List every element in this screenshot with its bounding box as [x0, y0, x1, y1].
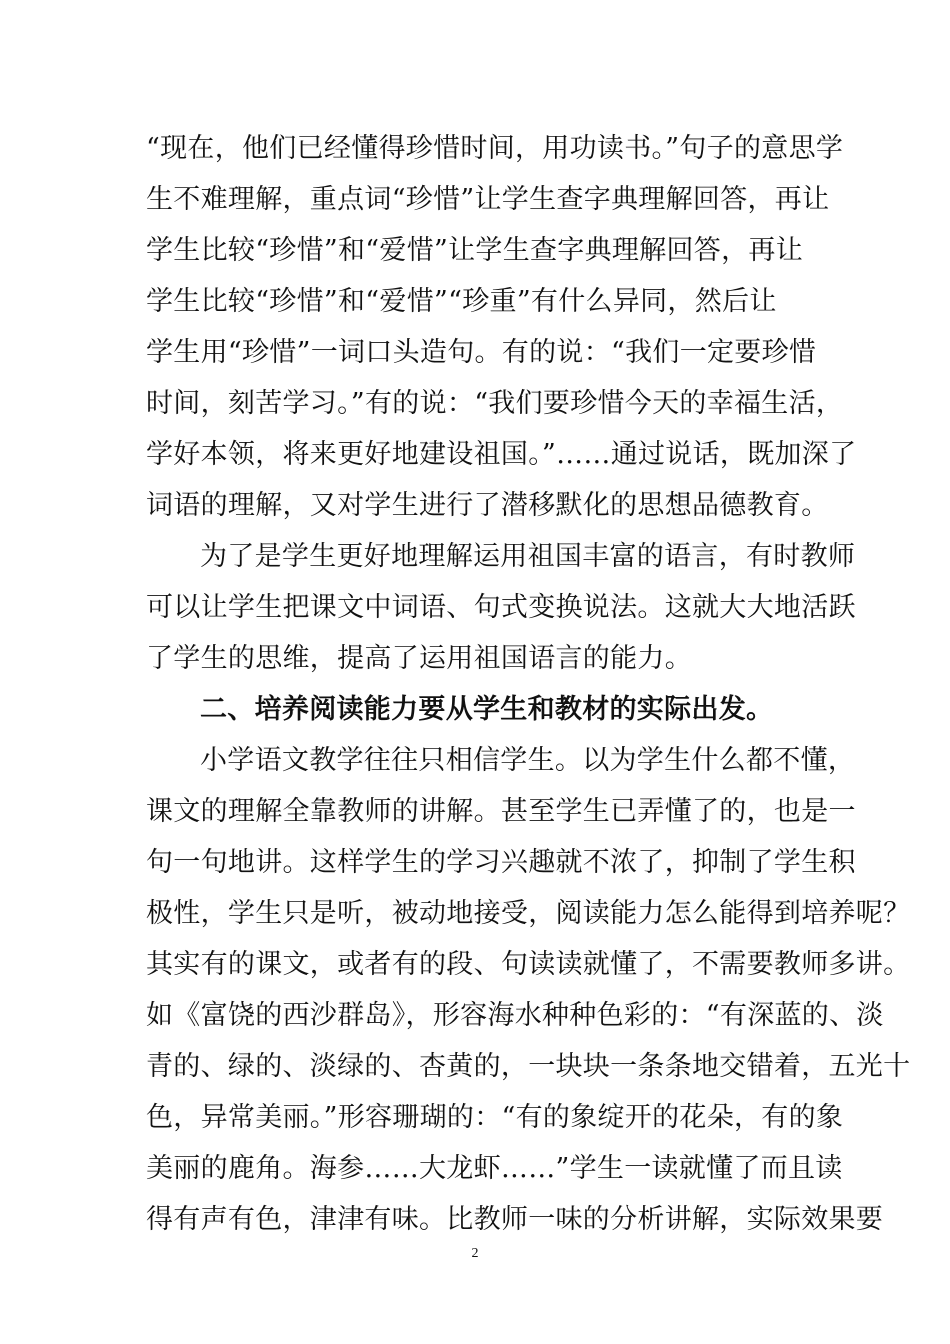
body-text-line: 可以让学生把课文中词语、句式变换说法。这就大大地活跃 — [146, 592, 856, 623]
body-text-line: 学生比较“珍惜”和“爱惜”“珍重”有什么异同，然后让 — [146, 286, 777, 317]
body-text-line: 生不难理解，重点词“珍惜”让学生查字典理解回答，再让 — [146, 184, 830, 215]
body-text-line: 课文的理解全靠教师的讲解。甚至学生已弄懂了的，也是一 — [146, 796, 856, 827]
body-text-line: 色，异常美丽。”形容珊瑚的：“有的象绽开的花朵，有的象 — [146, 1102, 844, 1133]
body-text-line: 如《富饶的西沙群岛》，形容海水种种色彩的：“有深蓝的、淡 — [146, 1000, 884, 1031]
paragraph-first-line: 小学语文教学往往只相信学生。以为学生什么都不懂， — [200, 745, 856, 776]
body-text-line: 极性，学生只是听，被动地接受，阅读能力怎么能得到培养呢？ — [146, 898, 911, 929]
body-text-line: 了学生的思维，提高了运用祖国语言的能力。 — [146, 643, 692, 674]
page-number: 2 — [471, 1246, 479, 1261]
body-text-line: 句一句地讲。这样学生的学习兴趣就不浓了，抑制了学生积 — [146, 847, 856, 878]
body-text-line: 学生用“珍惜”一词口头造句。有的说：“我们一定要珍惜 — [146, 337, 817, 368]
body-text-line: 青的、绿的、淡绿的、杏黄的，一块块一条条地交错着，五光十 — [146, 1051, 911, 1082]
body-text-line: “现在，他们已经懂得珍惜时间，用功读书。”句子的意思学 — [146, 133, 844, 164]
body-text-line: 其实有的课文，或者有的段、句读读就懂了，不需要教师多讲。 — [146, 949, 911, 980]
body-text-line: 学好本领，将来更好地建设祖国。”……通过说话，既加深了 — [146, 439, 857, 470]
body-text-line: 词语的理解，又对学生进行了潜移默化的思想品德教育。 — [146, 490, 829, 521]
paragraph-first-line: 为了是学生更好地理解运用祖国丰富的语言，有时教师 — [200, 541, 856, 572]
body-text-line: 时间，刻苦学习。”有的说：“我们要珍惜今天的幸福生活， — [146, 388, 844, 419]
body-text-line: 美丽的鹿角。海参……大龙虾……”学生一读就懂了而且读 — [146, 1153, 843, 1184]
body-text-line: 学生比较“珍惜”和“爱惜”让学生查字典理解回答，再让 — [146, 235, 804, 266]
body-text-line: 得有声有色，津津有味。比教师一味的分析讲解，实际效果要 — [146, 1204, 884, 1235]
section-heading: 二、培养阅读能力要从学生和教材的实际出发。 — [200, 694, 774, 725]
